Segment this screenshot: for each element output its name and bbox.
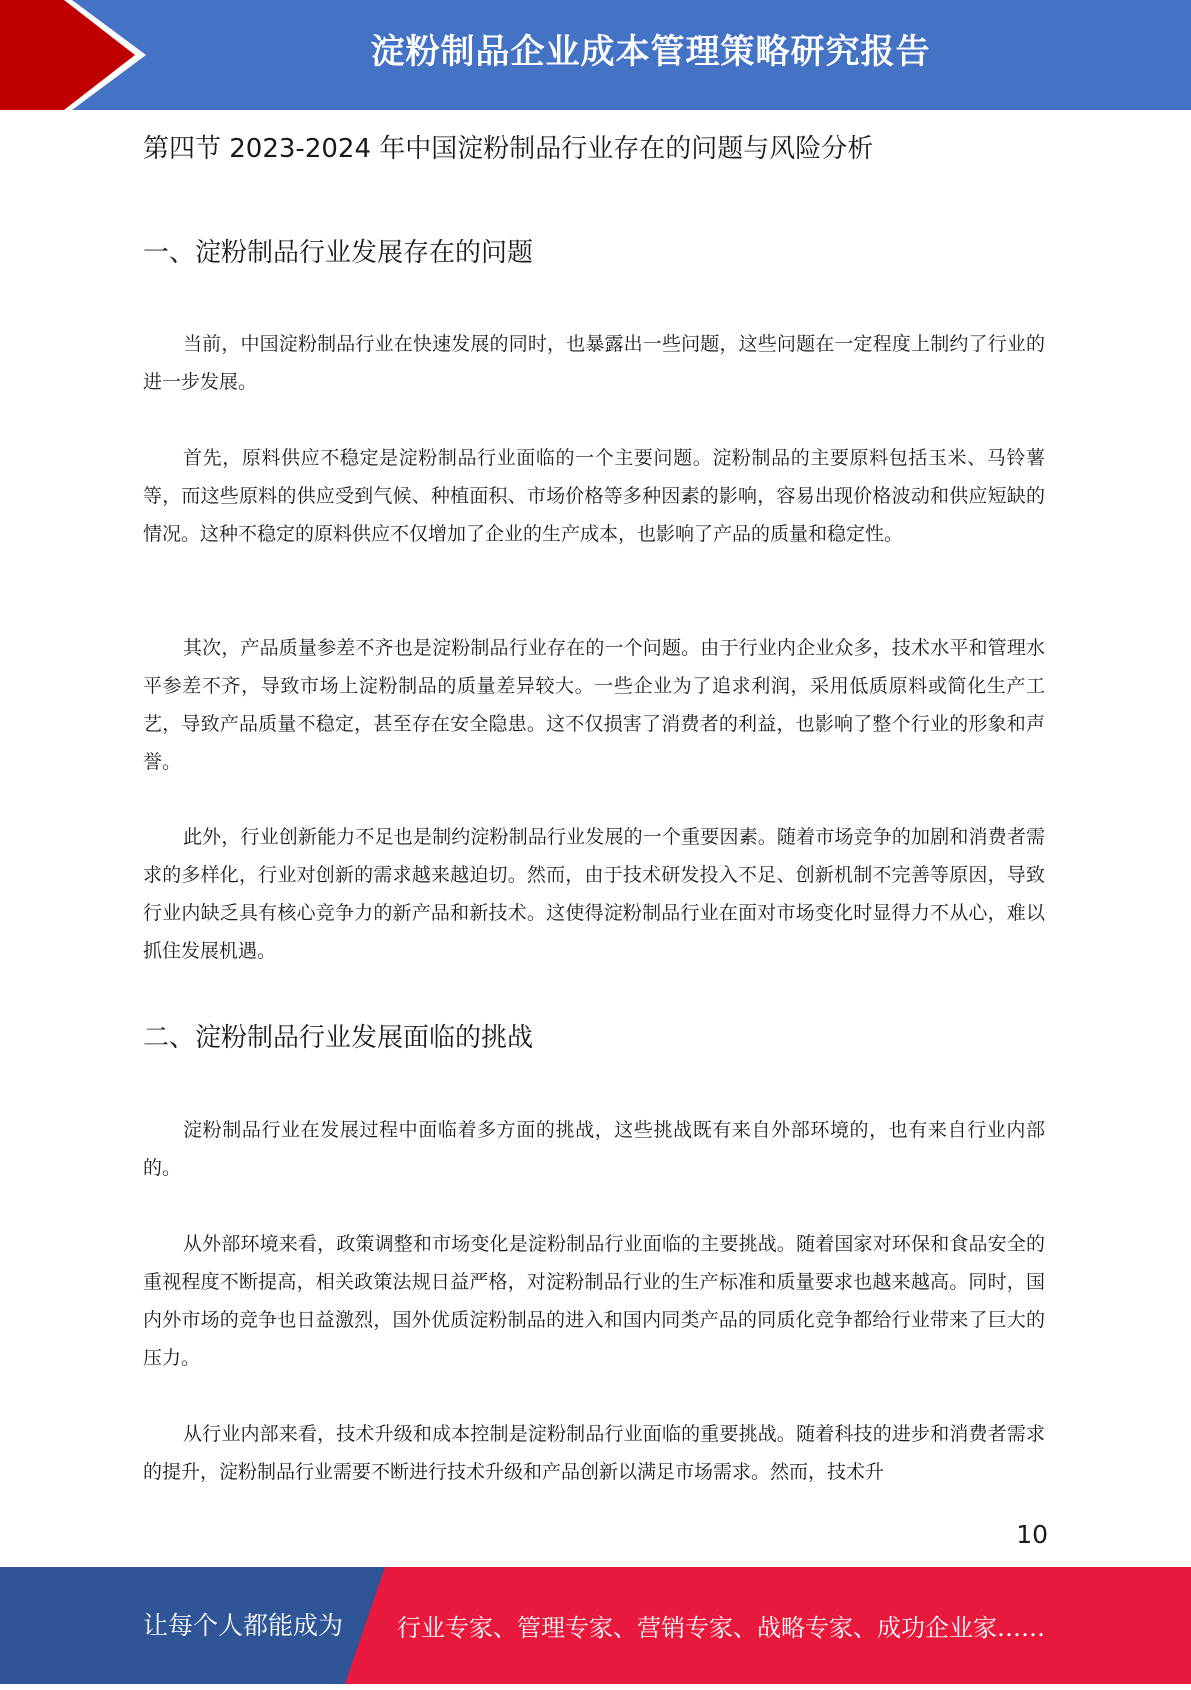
heading-challenges: 二、淀粉制品行业发展面临的挑战: [143, 1023, 534, 1053]
paragraph: 首先，原料供应不稳定是淀粉制品行业面临的一个主要问题。淀粉制品的主要原料包括玉米、马铃薯等，而这些原料的供应受到气候、种植面积、市场价格等多种因素的影响，容易出现价格波动和供应短缺的情况。这种不稳定的原料供应不仅增加了企业的生产成本，也影响了产品的质量和稳定性。: [143, 447, 1045, 545]
footer-slogan-left: 让每个人都能成为: [143, 1611, 344, 1640]
paragraph: 从行业内部来看，技术升级和成本控制是淀粉制品行业面临的重要挑战。随着科技的进步和消费者需求的提升，淀粉制品行业需要不断进行技术升级和产品创新以满足市场需求。然而，技术升: [143, 1423, 1045, 1483]
report-title: 淀粉制品企业成本管理策略研究报告: [370, 32, 931, 72]
page-number: 10: [1016, 1520, 1048, 1549]
paragraph: 此外，行业创新能力不足也是制约淀粉制品行业发展的一个重要因素。随着市场竞争的加剧和消费者需求的多样化，行业对创新的需求越来越迫切。然而，由于技术研发投入不足、创新机制不完善等原因，导致行业内缺乏具有核心竞争力的新产品和新技术。这使得淀粉制品行业在面对市场变化时显得力不从心，难以抓住发展机遇。: [143, 826, 1045, 962]
paragraph: 当前，中国淀粉制品行业在快速发展的同时，也暴露出一些问题，这些问题在一定程度上制约了行业的进一步发展。: [143, 333, 1045, 393]
heading-problems: 一、淀粉制品行业发展存在的问题: [143, 238, 534, 268]
paragraph: 从外部环境来看，政策调整和市场变化是淀粉制品行业面临的主要挑战。随着国家对环保和食品安全的重视程度不断提高，相关政策法规日益严格，对淀粉制品行业的生产标准和质量要求也越来越高。同时，国内外市场的竞争也日益激烈，国外优质淀粉制品的进入和国内同类产品的同质化竞争都给行业带来了巨大的压力。: [143, 1233, 1045, 1369]
page-footer: [0, 1567, 1191, 1684]
page-header: [0, 0, 1191, 110]
section-title: 第四节 2023-2024 年中国淀粉制品行业存在的问题与风险分析: [143, 134, 874, 164]
paragraph: 其次，产品质量参差不齐也是淀粉制品行业存在的一个问题。由于行业内企业众多，技术水平和管理水平参差不齐，导致市场上淀粉制品的质量差异较大。一些企业为了追求利润，采用低质原料或简化生产工艺，导致产品质量不稳定，甚至存在安全隐患。这不仅损害了消费者的利益，也影响了整个行业的形象和声誉。: [143, 637, 1045, 773]
footer-slogan-right: 行业专家、管理专家、营销专家、战略专家、成功企业家……: [397, 1614, 1045, 1642]
paragraph: 淀粉制品行业在发展过程中面临着多方面的挑战，这些挑战既有来自外部环境的，也有来自行业内部的。: [143, 1119, 1045, 1179]
